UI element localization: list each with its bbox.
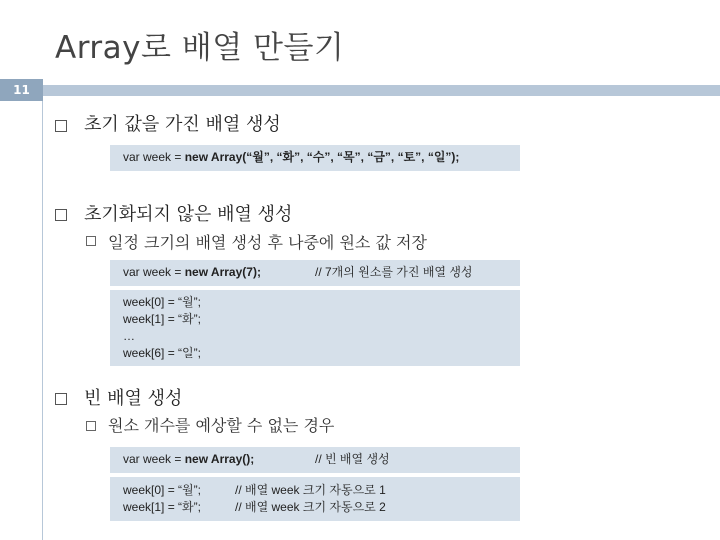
- code-line: [123, 482, 507, 499]
- code-text: week[0] = “월”;: [123, 483, 201, 497]
- section2-code-block-2: [110, 290, 520, 366]
- left-rule: [42, 101, 43, 540]
- slide-title: Array로 배열 만들기: [55, 30, 345, 66]
- bullet-square-icon: [55, 209, 67, 221]
- code-prefix: var week =: [123, 265, 185, 279]
- code-line: [123, 499, 507, 516]
- code-bold: new Array();: [184, 452, 255, 466]
- section2-subheading: 일정 크기의 배열 생성 후 나중에 원소 값 저장: [108, 233, 427, 252]
- section1-code-block: [110, 145, 520, 171]
- code-comment: // 배열 week 크기 자동으로 1: [235, 483, 386, 497]
- page-number: 11: [0, 79, 43, 101]
- section3-code-block-1: [110, 447, 520, 473]
- section3-subheading: 원소 개수를 예상할 수 없는 경우: [108, 416, 335, 435]
- section2-code-block-1: [110, 260, 520, 286]
- sub-bullet-square-icon: [86, 236, 96, 246]
- code-line: …: [123, 329, 135, 343]
- code-line: week[6] = “일”;: [123, 346, 201, 360]
- section3-heading: 빈 배열 생성: [84, 388, 183, 409]
- code-text: week[1] = “화”;: [123, 500, 201, 514]
- code-bold: new Array(“월”, “화”, “수”, “목”, “금”, “토”, “일”);: [184, 150, 460, 164]
- section3-code-block-2: [110, 477, 520, 521]
- code-line: week[0] = “월”;: [123, 295, 201, 309]
- section1-heading: 초기 값을 가진 배열 생성: [84, 114, 281, 135]
- code-comment: // 빈 배열 생성: [315, 452, 390, 466]
- sub-bullet-square-icon: [86, 421, 96, 431]
- code-bold: new Array(7);: [184, 265, 261, 279]
- header-rule: [43, 85, 720, 96]
- code-prefix: var week =: [123, 452, 185, 466]
- bullet-square-icon: [55, 120, 67, 132]
- section2-heading: 초기화되지 않은 배열 생성: [84, 204, 293, 225]
- bullet-square-icon: [55, 393, 67, 405]
- code-line: week[1] = “화”;: [123, 312, 201, 326]
- code-prefix: var week =: [123, 150, 185, 164]
- code-comment: // 배열 week 크기 자동으로 2: [235, 500, 386, 514]
- code-comment: // 7개의 원소를 가진 배열 생성: [315, 265, 473, 279]
